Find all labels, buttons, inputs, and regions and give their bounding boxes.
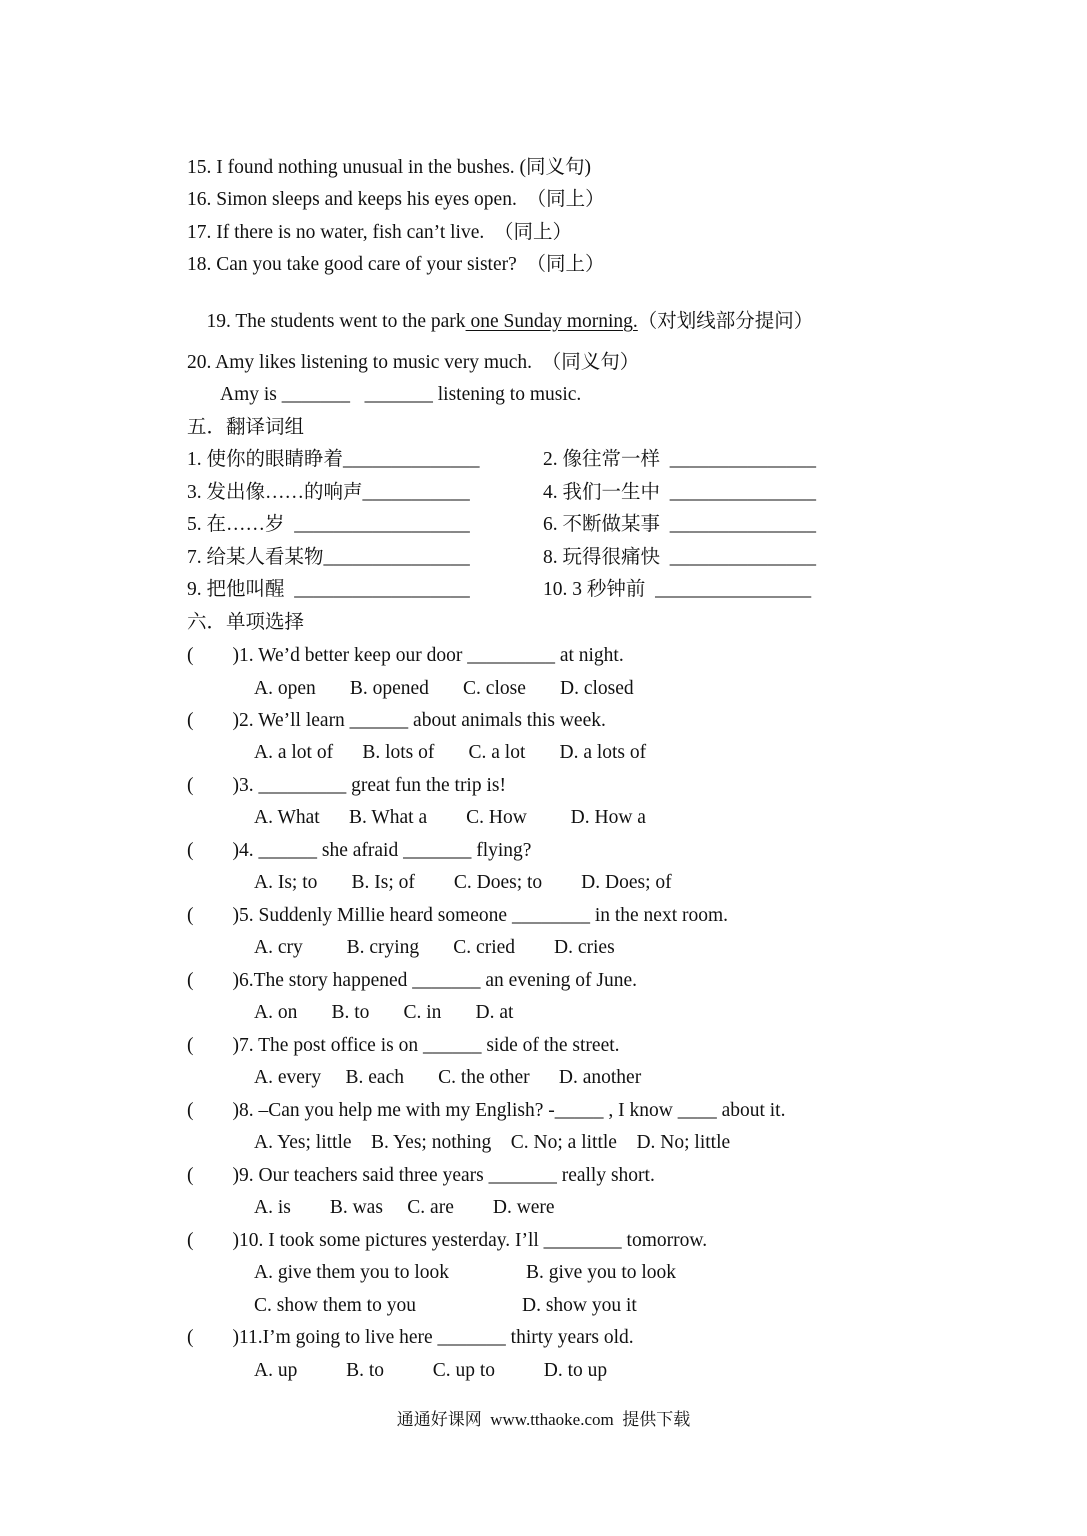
phrase-1: 1. 使你的眼睛睁着______________	[187, 449, 480, 470]
choice-options-4: A. Is; to B. Is; of C. Does; to D. Does; of	[254, 872, 672, 893]
phrase-3: 3. 发出像……的响声___________	[187, 482, 470, 503]
question-18: 18. Can you take good care of your sister? （同上）	[187, 254, 605, 275]
phrase-5: 5. 在……岁 __________________	[187, 514, 470, 535]
choice-question-9: ( )9. Our teachers said three years _______ really short.	[187, 1165, 655, 1186]
question-19	[187, 286, 813, 358]
section-6-heading: 六．单项选择	[187, 612, 305, 633]
choice-question-8: ( )8. –Can you help me with my English? -_____ , I know ____ about it.	[187, 1100, 786, 1121]
phrase-6: 6. 不断做某事 _______________	[543, 514, 817, 535]
choice-question-3: ( )3. _________ great fun the trip is!	[187, 775, 506, 796]
question-17: 17. If there is no water, fish can’t live. （同上）	[187, 222, 572, 243]
choice-option-10d: D. show you it	[522, 1295, 637, 1316]
choice-options-5: A. cry B. crying C. cried D. cries	[254, 937, 615, 958]
question-19-underlined: one Sunday morning.	[465, 311, 638, 332]
choice-question-4: ( )4. ______ she afraid _______ flying?	[187, 840, 532, 861]
choice-options-6: A. on B. to C. in D. at	[254, 1002, 514, 1023]
question-19-text: 19. The students went to the park	[206, 311, 466, 332]
phrase-4: 4. 我们一生中 _______________	[543, 482, 817, 503]
question-15: 15. I found nothing unusual in the bushes. (同义句)	[187, 157, 592, 178]
choice-options-7: A. every B. each C. the other D. another	[254, 1067, 642, 1088]
phrase-9: 9. 把他叫醒 __________________	[187, 579, 470, 600]
choice-option-10a: A. give them you to look	[254, 1262, 449, 1283]
choice-options-11: A. up B. to C. up to D. to up	[254, 1360, 608, 1381]
choice-question-2: ( )2. We’ll learn ______ about animals this week.	[187, 710, 606, 731]
choice-options-3: A. What B. What a C. How D. How a	[254, 807, 646, 828]
section-5-heading: 五．翻译词组	[187, 417, 305, 438]
phrase-7: 7. 给某人看某物_______________	[187, 547, 470, 568]
question-16: 16. Simon sleeps and keeps his eyes open. （同上）	[187, 189, 605, 210]
choice-options-8: A. Yes; little B. Yes; nothing C. No; a little D. No; little	[254, 1132, 731, 1153]
choice-option-10b: B. give you to look	[526, 1262, 677, 1283]
choice-options-9: A. is B. was C. are D. were	[254, 1197, 555, 1218]
phrase-2: 2. 像往常一样 _______________	[543, 449, 817, 470]
question-19-instruction: （对划线部分提问）	[637, 311, 814, 332]
choice-question-11: ( )11.I’m going to live here _______ thirty years old.	[187, 1327, 634, 1348]
choice-question-6: ( )6.The story happened _______ an evening of June.	[187, 970, 638, 991]
phrase-8: 8. 玩得很痛快 _______________	[543, 547, 817, 568]
choice-question-1: ( )1. We’d better keep our door _________ at night.	[187, 645, 624, 666]
choice-options-2: A. a lot of B. lots of C. a lot D. a lots of	[254, 742, 647, 763]
choice-question-10: ( )10. I took some pictures yesterday. I’ll ________ tomorrow.	[187, 1230, 708, 1251]
page-footer: 通通好课网 www.tthaoke.com 提供下载	[396, 1410, 691, 1429]
choice-option-10c: C. show them to you	[254, 1295, 416, 1316]
choice-options-1: A. open B. opened C. close D. closed	[254, 678, 634, 699]
question-20-answer-line: Amy is _______ _______ listening to music.	[220, 384, 582, 405]
choice-question-7: ( )7. The post office is on ______ side of the street.	[187, 1035, 620, 1056]
phrase-10: 10. 3 秒钟前 ________________	[543, 579, 812, 600]
choice-question-5: ( )5. Suddenly Millie heard someone ________ in the next room.	[187, 905, 729, 926]
question-20: 20. Amy likes listening to music very much. （同义句）	[187, 352, 640, 373]
